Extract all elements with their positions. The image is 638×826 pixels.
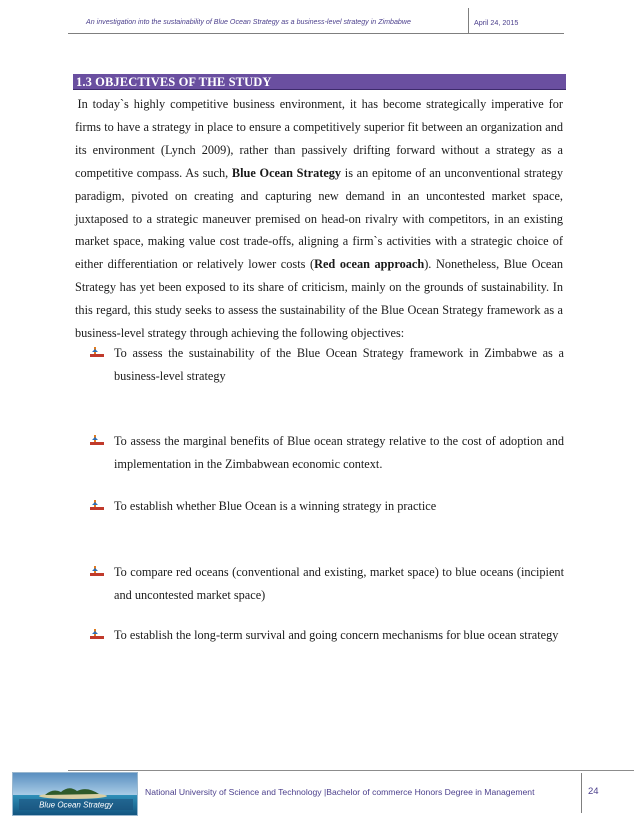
bullet-arrow-icon xyxy=(90,435,104,447)
section-heading-bar xyxy=(73,74,566,90)
header-date: April 24, 2015 xyxy=(474,18,519,27)
bullet-arrow-icon xyxy=(90,566,104,578)
bullet-arrow-icon xyxy=(90,347,104,359)
objective-text: To compare red oceans (conventional and existing, market space) to blue oceans (incipient and uncontested market space) xyxy=(114,565,564,602)
bullet-arrow-icon xyxy=(90,500,104,512)
body-bold-blue-ocean: Blue Ocean Strategy xyxy=(231,165,342,180)
body-text-part-3: ). Nonetheless, Blue Ocean Strategy has yet been exposed to its share of criticism, mainly on the grounds of sustainability. In this regard, this study seeks to assess the sustainability of the Blue Ocean Strategy framework as a business-level strategy through achieving the following objectives: xyxy=(75,257,563,341)
objective-text: To assess the sustainability of the Blue Ocean Strategy framework in Zimbabwe as a business-level strategy xyxy=(114,346,564,383)
objective-text: To assess the marginal benefits of Blue ocean strategy relative to the cost of adoption and implementation in the Zimbabwean economic context. xyxy=(114,434,564,471)
footer-text: National University of Science and Technology |Bachelor of commerce Honors Degree in Management xyxy=(145,787,535,797)
header-divider xyxy=(468,8,469,33)
page-header xyxy=(0,0,638,34)
footer-rule xyxy=(68,770,634,771)
bullet-arrow-icon xyxy=(90,629,104,641)
header-title: An investigation into the sustainability of Blue Ocean Strategy as a business-level strategy in Zimbabwe xyxy=(86,18,411,26)
footer-divider xyxy=(581,773,582,813)
body-paragraph xyxy=(75,93,563,345)
body-text-part-2: is an epitome of an unconventional strategy paradigm, pivoted on creating and capturing new demand in an uncontested market space, juxtaposed to a strategic maneuver premised on head-on rivalry with competitors, in an existing market space, making value cost trade-offs, aligning a firm`s activities with a strategic choice of either differentiation or relatively lower costs ( xyxy=(75,165,563,272)
objective-text: To establish whether Blue Ocean is a winning strategy in practice xyxy=(114,499,437,513)
header-rule xyxy=(68,33,564,34)
page-number: 24 xyxy=(588,786,599,797)
body-text-part-1: In today`s highly competitive business environment, it has become strategically imperative for firms to have a strategy in place to ensure a competitively superior fit between an organization and its environment (Lynch 2009), rather than passively drifting forward without a strategy as a competitive compass. As such, xyxy=(75,97,563,180)
blue-ocean-logo xyxy=(12,772,138,816)
objective-text: To establish the long-term survival and going concern mechanisms for blue ocean strategy xyxy=(114,628,559,642)
body-bold-red-ocean: Red ocean approach xyxy=(314,257,425,272)
logo-image xyxy=(13,773,138,816)
section-title: 1.3 OBJECTIVES OF THE STUDY xyxy=(76,75,272,89)
logo-text: Blue Ocean Strategy xyxy=(39,800,113,810)
